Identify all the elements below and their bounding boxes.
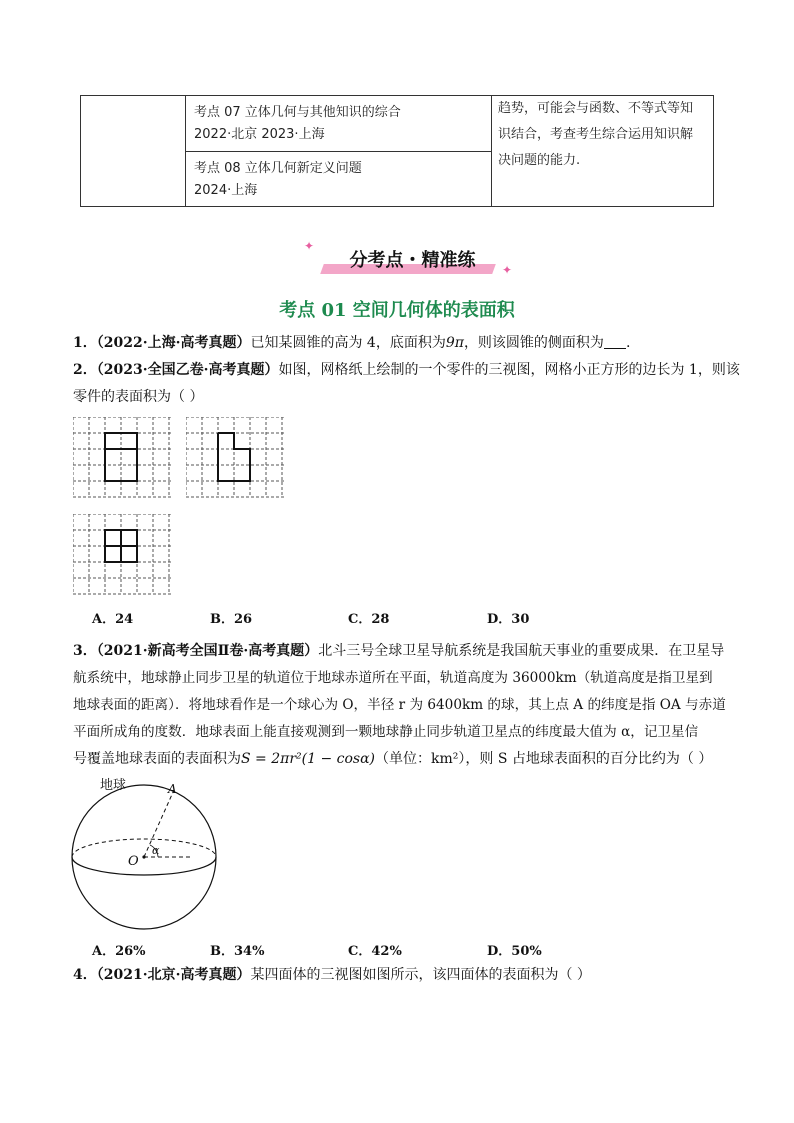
table-row-topic07 <box>186 96 492 152</box>
choice-a[interactable]: A．26% <box>92 944 146 959</box>
question-1 <box>73 330 723 357</box>
earth-sphere-figure <box>70 775 220 935</box>
topic-08-title: 考点 08 立体几何新定义问题 <box>194 160 362 176</box>
choice-b[interactable]: B．34% <box>210 944 265 959</box>
question-3-line3: 地球表面的距离）．将地球看作是一个球心为 O，半径 r 为 6400km 的球，其上点 A 的纬度是指 OA 与赤道 <box>73 697 726 713</box>
question-text: （单位：km²），则 S 占地球表面积的百分比约为（ ） <box>375 751 713 767</box>
question-source: （2022·上海·高考真题） <box>96 335 251 351</box>
question-text: 某四面体的三视图如图所示，该四面体的表面积为（ ） <box>250 967 591 983</box>
choice-b[interactable]: B．26 <box>210 612 253 627</box>
sparkle-icon: ✦ <box>502 263 513 277</box>
topic-07-years: 2022·北京 2023·上海 <box>194 127 325 142</box>
question-source: （2023·全国乙卷·高考真题） <box>96 362 279 378</box>
choice-c[interactable]: C．42% <box>348 944 402 959</box>
question-number: 3． <box>73 643 97 659</box>
equator-front <box>72 857 216 875</box>
center-point <box>142 855 145 858</box>
label-A: A <box>168 782 177 796</box>
label-earth: 地球 <box>100 778 127 793</box>
table-note-cell <box>492 96 714 207</box>
section-title: 考点 01 空间几何体的表面积 <box>279 300 515 321</box>
answer-blank[interactable] <box>604 334 626 349</box>
question-3 <box>73 638 723 665</box>
question-number: 2． <box>73 362 97 378</box>
note-line: 趋势，可能会与函数、不等式等知 <box>498 101 694 116</box>
table-empty-cell <box>81 96 186 207</box>
question-2 <box>73 357 740 384</box>
topic-table <box>80 95 714 207</box>
banner-title: 分考点・精准练 <box>349 250 476 271</box>
equator-back <box>72 839 216 857</box>
question-source: （2021·北京·高考真题） <box>96 967 251 983</box>
note-line: 识结合，考查考生综合运用知识解 <box>498 127 694 142</box>
choice-d[interactable]: D．50% <box>487 944 542 959</box>
side-view-figure <box>186 417 286 499</box>
question-4 <box>73 962 723 989</box>
choice-c[interactable]: C．28 <box>348 612 390 627</box>
question-2-line2: 零件的表面积为（ ） <box>73 389 204 405</box>
question-number: 4． <box>73 967 97 983</box>
table-row-topic08 <box>186 151 492 207</box>
sparkle-icon: ✦ <box>304 239 315 253</box>
question-3-line2: 航系统中，地球静止同步卫星的轨道位于地球赤道所在平面，轨道高度为 36000km（轨道高度是指卫星到 <box>73 670 713 686</box>
choice-d[interactable]: D．30 <box>487 612 530 627</box>
top-view-figure <box>73 514 173 596</box>
question-text: 号覆盖地球表面的表面积为 <box>73 751 241 767</box>
section-banner <box>304 239 515 280</box>
topic-08-years: 2024·上海 <box>194 182 258 198</box>
note-line: 决问题的能力. <box>498 153 581 168</box>
label-alpha: α <box>152 844 160 857</box>
math-expression: 9π <box>445 335 464 351</box>
question-text: 已知某圆锥的高为 4，底面积为 <box>250 335 446 351</box>
question-number: 1． <box>73 335 97 351</box>
label-O: O <box>128 854 139 869</box>
question-text: 北斗三号全球卫星导航系统是我国航天事业的重要成果．在卫星导 <box>318 643 725 659</box>
question-text: . <box>625 335 631 351</box>
question-3-line5 <box>73 746 723 773</box>
topic-07-title: 考点 07 立体几何与其他知识的综合 <box>194 105 401 120</box>
front-view-figure <box>73 417 173 499</box>
math-expression: S = 2πr²(1 − cosα) <box>241 751 376 767</box>
question-3-line4: 平面所成角的度数．地球表面上能直接观测到一颗地球静止同步轨道卫星点的纬度最大值为 α，记卫星信 <box>73 724 699 740</box>
question-text: ，则该圆锥的侧面积为 <box>463 335 604 351</box>
choice-a[interactable]: A．24 <box>92 612 134 627</box>
question-text: 如图，网格纸上绘制的一个零件的三视图，网格小正方形的边长为 1，则该 <box>278 362 740 378</box>
question-source: （2021·新高考全国Ⅱ卷·高考真题） <box>96 643 319 659</box>
